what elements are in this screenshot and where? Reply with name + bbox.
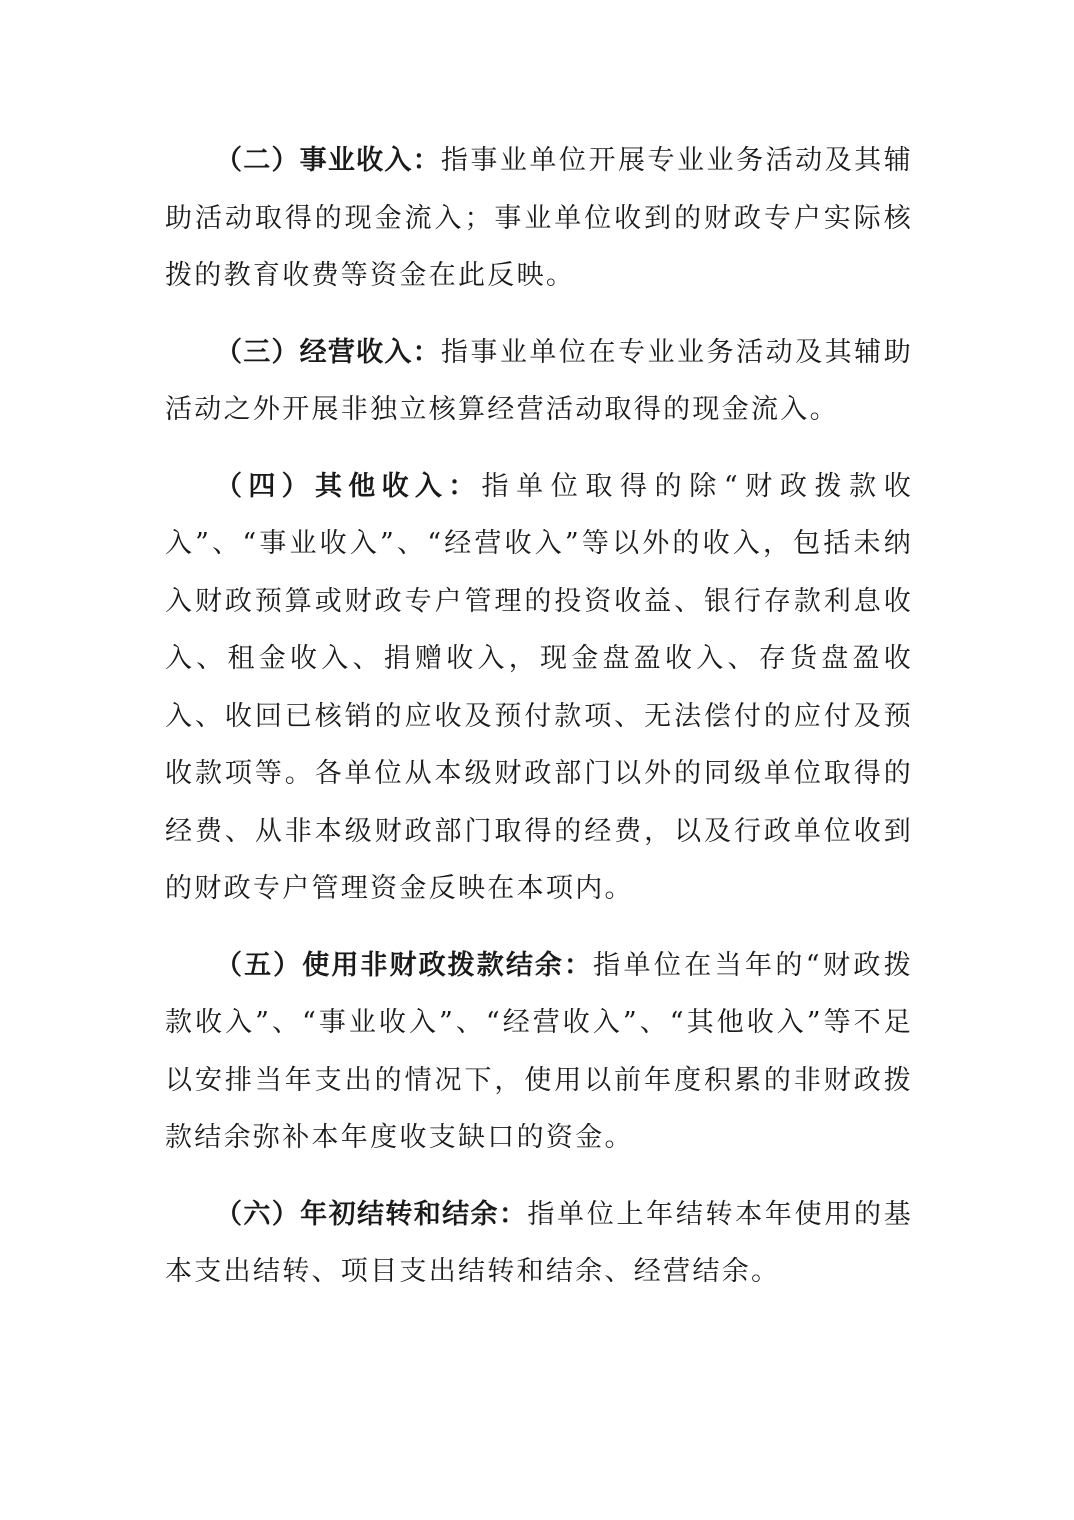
paragraph-text: 指单位上年结转本年使用的基本支出结转、项目支出结转和结余、经营结余。 [165,1198,914,1287]
paragraph-non-fiscal-balance [165,937,913,1167]
paragraph-business-income [165,132,913,305]
paragraph-text: 指事业单位开展专业业务活动及其辅助活动取得的现金流入；事业单位收到的财政专户实际核拨的教育收费等资金在此反映。 [165,145,913,291]
paragraph-other-income [165,458,913,918]
document-body [165,132,913,1320]
paragraph-text: 指单位在当年的“财政拨款收入”、“事业收入”、“经营收入”、“其他收入”等不足以安排当年支出的情况下，使用以前年度积累的非财政拨款结余弥补本年度收支缺口的资金。 [165,949,914,1153]
paragraph-operating-income [165,324,913,439]
paragraph-heading: （五）使用非财政拨款结余： [215,949,594,981]
paragraph-heading: （三）经营收入： [215,336,441,368]
paragraph-text: 指事业单位在专业业务活动及其辅助活动之外开展非独立核算经营活动取得的现金流入。 [165,336,913,425]
paragraph-text: 指单位取得的除“财政拨款收入”、“事业收入”、“经营收入”等以外的收入，包括未纳入财政预算或财政专户管理的投资收益、银行存款利息收入、租金收入、捐赠收入，现金盘盈收入、存货盘盈收入、收回已核销的应收及预付款项、无法偿付的应付及预收款项等。各单位从本级财政部门以外的同级单位取得的经费、从非本级财政部门取得的经费，以及行政单位收到的财政专户管理资金反映在本项内。 [165,470,914,904]
paragraph-heading: （六）年初结转和结余： [215,1198,528,1230]
paragraph-heading: （四）其他收入： [215,470,482,502]
paragraph-carryover [165,1186,913,1301]
paragraph-heading: （二）事业收入： [215,145,441,176]
